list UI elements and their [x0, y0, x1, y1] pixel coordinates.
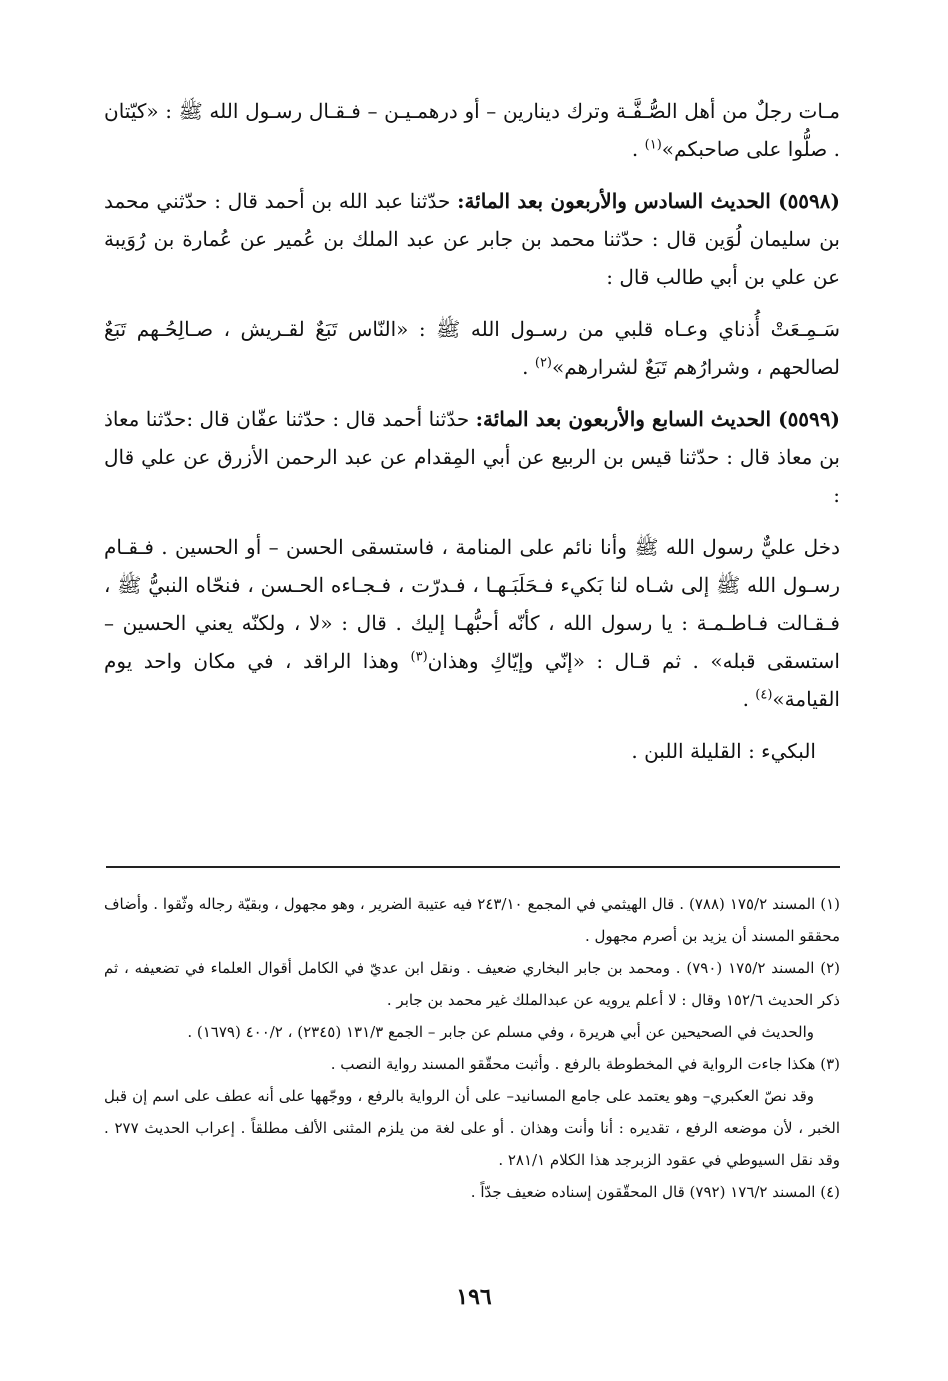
hadith-5598-isnad: حدّثنا عبد الله بن أحمد قال : حدّثني محمد بن سليمان لُوَين قال : حدّثنا محمد بن جابر عن عبد الملك بن عُمير عن عُمارة بن رُوَيبة عن علي بن أبي طالب قال : [104, 189, 840, 289]
paragraph-3-text: سَـمِـعَتْ أُذناي وعـاه قلبي من رسـول الله ﷺ : «النّاس تَبَعٌ لقـريش ، صـالِحُـهم تَبَعٌ لصالحهم ، وشرارُهم تَبَعٌ لشرارهم» [104, 317, 840, 379]
footnote-2-continued: والحديث في الصحيحين عن أبي هريرة ، وفي مسلم عن جابر – الجمع ١٣١/٣ (٢٣٤٥) ، ٤٠٠/٢ (١٦٧٩) . [187, 1023, 814, 1041]
paragraph-1 [104, 92, 840, 168]
footnote-ref-3: (٣) [410, 649, 428, 665]
footnote-divider [106, 866, 840, 868]
footnote-ref-2: (٢) [534, 355, 552, 371]
paragraph-5-text-a: دخل عليٌّ رسول الله ﷺ وأنا نائم على المنامة ، فاستسقى الحسن – أو الحسين . فـقـام رسـول الله ﷺ إلى شـاه لنا بَكيء فـحَلَبَـهـا ، فـدرّت ، فـجـاءه الحـسن ، فنحّاه النبيُّ ﷺ ، فـقـالت فـاطـمـة : يا رسول الله ، كأنّه أحبُّهـا إليك . قال : «لا ، ولكنّه يعني الحسين – استسقى قبله» . ثم قـال : «إنّي وإيّاكِ وهذان [104, 535, 840, 673]
footnote-3-continued: وقد نصّ العكبري– وهو يعتمد على جامع المسانيد– على أن الرواية بالرفع ، ووجّهها على أنه عطف على اسم إن قبل الخبر ، لأن موضعه الرفع ، تقديره : أنا وأنت وهذان . أو على لغة من يلزم المثنى الألف مطلقاً . إعراب الحديث ٢٧٧ . وقد نقل السيوطي في عقود الزبرجد هذا الكلام ٢٨١/١ . [104, 1087, 840, 1169]
paragraph-3-end: . [522, 355, 535, 379]
paragraph-1-end: . [631, 137, 645, 161]
footnote-4: (٤) المسند ١٧٦/٢ (٧٩٢) قال المحقّقون إسناده ضعيف جدّاً . [470, 1183, 840, 1201]
hadith-5599 [104, 400, 840, 514]
page-number: ١٩٦ [456, 1284, 492, 1310]
paragraph-5-text-b: وهذا الراقد ، في مكان واحد يوم القيامة» [104, 649, 840, 711]
footnote-1: (١) المسند ١٧٥/٢ (٧٨٨) . قال الهيثمي في المجمع ٢٤٣/١٠ فيه عتيبة الضرير ، وهو مجهول ، وبقيّة رجاله وثّقوا . وأضاف محققو المسند أن يزيد بن أصرم مجهول . [104, 895, 840, 945]
footnote-ref-1: (١) [644, 137, 662, 153]
paragraph-5-end: . [742, 687, 756, 711]
footnote-2: (٢) المسند ١٧٥/٢ (٧٩٠) . ومحمد بن جابر البخاري ضعيف . ونقل ابن عديّ في الكامل أقوال العلماء في تضعيفه ، ثم ذكر الحديث ١٥٢/٦ وقال : لا أعلم يرويه عن عبدالملك غير محمد بن جابر . [104, 959, 840, 1009]
paragraph-5 [104, 528, 840, 718]
hadith-5599-isnad: حدّثنا أحمد قال : حدّثنا عفّان قال :حدّثنا معاذ بن معاذ قال : حدّثنا قيس بن الربيع عن أبي المِقدام عن عبد الرحمن الأزرق عن علي قال : [104, 407, 840, 507]
hadith-5598-heading: (٥٥٩٨) الحديث السادس والأربعون بعد المائة: [457, 189, 840, 213]
footnotes [104, 888, 840, 1208]
hadith-5599-heading: (٥٥٩٩) الحديث السابع والأربعون بعد المائة: [475, 407, 840, 431]
footnote-ref-4: (٤) [755, 687, 773, 703]
paragraph-6: البكيء : القليلة اللبن . [631, 739, 816, 763]
main-text [104, 92, 840, 770]
paragraph-3 [104, 310, 840, 386]
footnote-3: (٣) هكذا جاءت الرواية في المخطوطة بالرفع . وأثبت محقّقو المسند رواية النصب . [330, 1055, 840, 1073]
paragraph-1-text: مـات رجلٌ من أهل الصُّـفَّـة وترك دينارين – أو درهمـيـن – فـقـال رسـول الله ﷺ : «كيّتان . صلُّوا على صاحبكم» [104, 99, 840, 161]
hadith-5598 [104, 182, 840, 296]
